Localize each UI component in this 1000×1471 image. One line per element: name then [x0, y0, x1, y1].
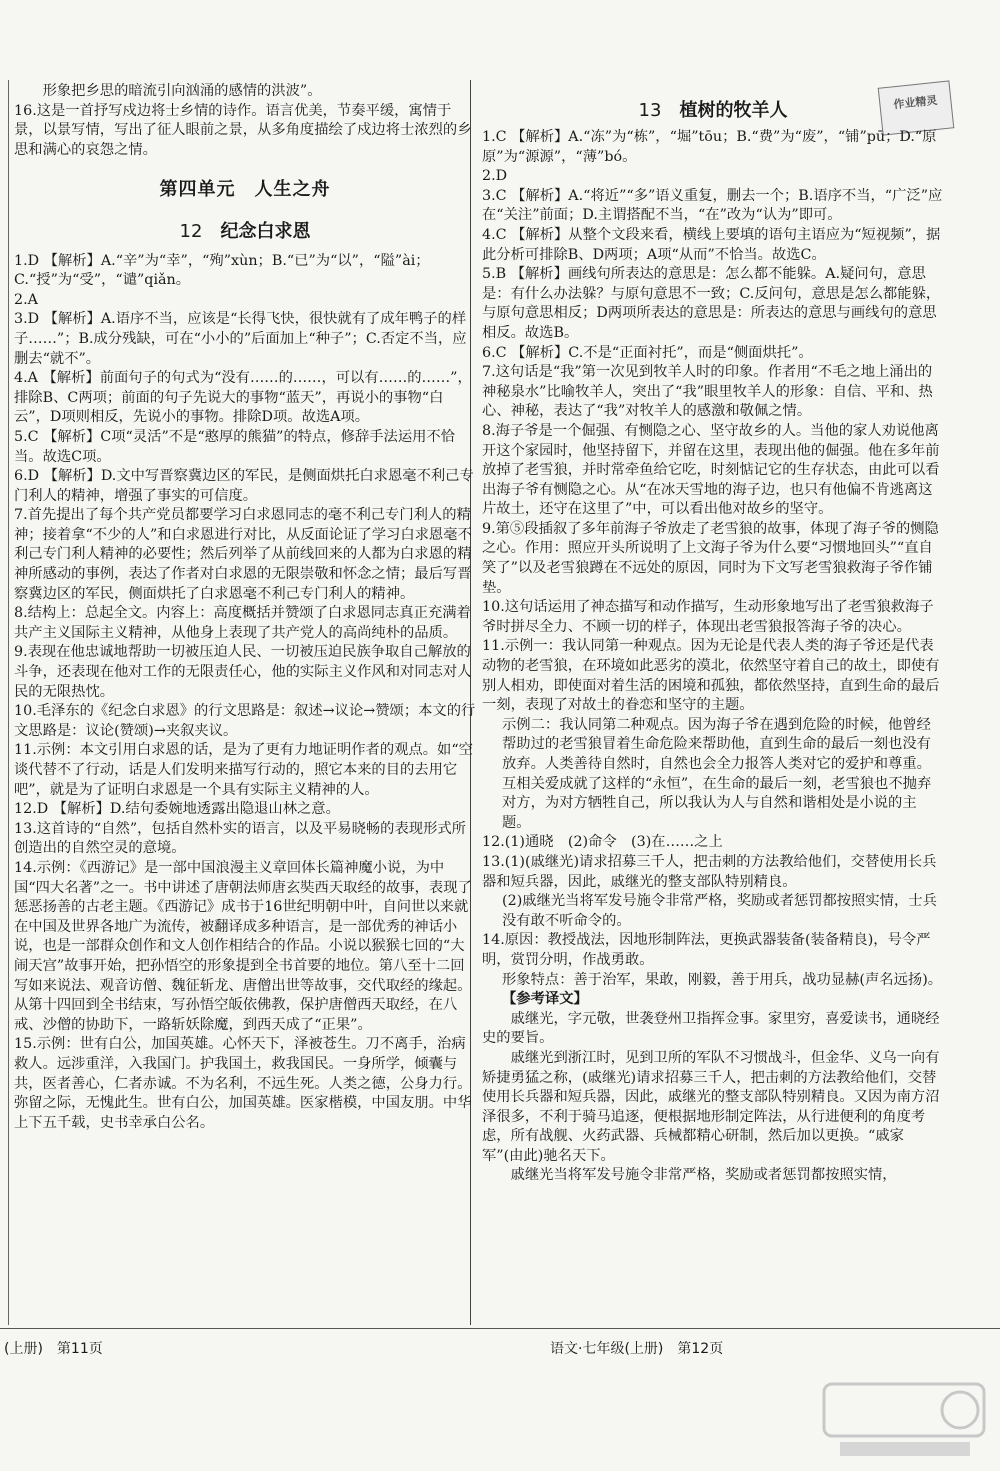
lesson-number: 12 — [179, 220, 203, 242]
reference-label: 【参考译文】 — [502, 991, 588, 1008]
lesson-number: 13 — [638, 100, 662, 121]
list-item: 4.C 【解析】从整个文段来看，横线上要填的语句主语应为“短视频”，据此分析可排除B、D两项；A项“从而”不恰当。故选C。 — [482, 226, 941, 263]
list-item: 5.C 【解析】C项“灵活”不是“憨厚的熊猫”的特点，修辞手法运用不恰当。故选C项。 — [14, 428, 456, 465]
footer-rule — [0, 1328, 1000, 1329]
list-item: 6.C 【解析】C.不是“正面衬托”，而是“侧面烘托”。 — [482, 344, 813, 361]
list-item: 14.示例：《西游记》是一部中国浪漫主义章回体长篇神魔小说，为中国“四大名著”之一。书中讲述了唐朝法师唐玄奘西天取经的故事，表现了惩恶扬善的古老主题。《西游记》成书于16世纪明朝中叶，自问世以来就在中国及世界各地广为流传，被翻译成多种语言，是一部优秀的神话小说，也是一部群众创作和文人创作相结合的作品。小说以猴猴七回的“大闹天宫”故事开始，把孙悟空的形象提到全书首要的地位。第八至十二回写如来说法、观音访僧、魏征斩龙、唐僧出世等故事，交代取经的缘起。从第十四回到全书结束，写孙悟空皈依佛教，保护唐僧西天取经，在八戒、沙僧的协助下，一路斩妖除魔，到西天成了“正果”。 — [14, 859, 472, 1033]
list-sub-item: 形象特点：善于治军，果敢，刚毅，善于用兵，战功显赫(声名远扬)。 — [502, 971, 943, 988]
left-column — [14, 82, 476, 1133]
list-item: 7.首先提出了每个共产党员都要学习白求恩同志的毫不利己专门利人的精神；接着拿“不少的人”和白求恩进行对比，从反面论证了学习白求恩毫不利己专门利人精神的必要性；然后列举了从前线回来的人都为白求恩的精神所感动的事例，表达了作者对白求恩的无限崇敬和怀念之情；最后写晋察冀边区的军民，侧面烘托了白求恩毫不利己专门利人的精神。 — [14, 507, 472, 602]
page-footer-right: 语文·七年级(上册) 第12页 — [550, 1341, 724, 1357]
list-item: 3.C 【解析】A.“将近”“多”语义重复，删去一个；B.语序不当，“广泛”应在“关注”前面；D.主谓搭配不当，“在”改为“认为”即可。 — [482, 187, 943, 224]
list-item: 7.这句话是“我”第一次见到牧羊人时的印象。作者用“不毛之地上涌出的神秘泉水”比喻牧羊人，突出了“我”眼里牧羊人的形象：自信、平和、热心、神秘，表达了“我”对牧羊人的感激和敬佩之情。 — [482, 364, 933, 420]
list-item: 13.(1)(戚继光)请求招募三千人，把击刺的方法教给他们，交替使用长兵器和短兵器，因此，戚继光的整支部队特别精良。 — [482, 853, 937, 890]
list-item: 11.示例：本文引用白求恩的话，是为了更有力地证明作者的观点。如“空谈代替不了行动，话是人们发明来描写行动的，照它本来的目的去用它吧”，就是为了证明白求恩是一个具有实际主义精神的人。 — [14, 742, 473, 798]
stamp-text: 作业精灵 — [892, 93, 938, 112]
list-item: 9.第⑤段插叙了多年前海子爷放走了老雪狼的故事，体现了海子爷的恻隐之心。作用：照应开头所说明了上文海子爷为什么要“习惯地回头”“直自笑了”以及老雪狼蹲在不远处的原因，同时为下文写老雪狼救海子爷作铺垫。 — [482, 520, 939, 596]
list-item: 12.D 【解析】D.结句委婉地透露出隐退山林之意。 — [14, 801, 340, 818]
list-item: 3.D 【解析】A.语序不当，应该是“长得飞快，很快就有了成年鸭子的样子……”；B.成分残缺，可在“小小的”后面加上“种子”；C.否定不当，应删去“就不”。 — [14, 311, 467, 367]
list-item: 4.A 【解析】前面句子的句式为“没有……的……，可以有……的……”，排除B、C两项；前面的句子先说大的事物“蓝天”，再说小的事物“白云”，D项则相反，先说小的事物。排除D项。故选A项。 — [14, 370, 472, 426]
list-item: 14.原因：教授战法，因地形制阵法，更换武器装备(装备精良)，号令严明，赏罚分明，作战勇敢。 — [482, 932, 931, 968]
lesson-name: 纪念白求恩 — [220, 220, 311, 242]
list-item: 15.示例：世有白公，加国英雄。心怀天下，泽被苍生。刀不离手，治病救人。远涉重洋，入我国门。护我国土，救我国民。一身所学，倾囊与共，医者善心，仁者赤诚。不为名利，不远生死。人类之德，公身力行。弥留之际，无愧此生。世有白公，加国英雄。医家楷模，中国友朋。中华上下五千载，史书幸承白公名。 — [14, 1036, 472, 1131]
list-item: 2.A — [14, 291, 38, 308]
page-footer-left: (上册) 第11页 — [4, 1341, 103, 1357]
list-item: 12.(1)通晓 (2)命令 (3)在……之上 — [482, 834, 723, 851]
list-item: 5.B 【解析】画线句所表达的意思是：怎么都不能躲。A.疑问句，意思是：有什么办法躲？与原句意思不一致；C.反问句，意思是怎么都能躲，与原句意思相反；D两项所表达的意思是：所表达的意思与画线句的意思相反。故选B。 — [482, 266, 941, 341]
translation-paragraph: 戚继光，字元敬，世袭登州卫指挥佥事。家里穷，喜爱读书，通晓经史的要旨。 — [482, 1010, 940, 1047]
list-item: 13.这首诗的“自然”，包括自然朴实的语言，以及平易晓畅的表现形式所创造出的自然空灵的意境。 — [14, 820, 466, 857]
left-margin-rule — [8, 80, 9, 1325]
list-sub-item: (2)戚继光当将军发号施令非常严格，奖励或者惩罚都按照实情，士兵没有敢不听命令的。 — [502, 893, 937, 929]
list-item: 10.这句话运用了神态描写和动作描写，生动形象地写出了老雪狼救海子爷时拼尽全力、不顾一切的样子，体现出老雪狼报答海子爷的决心。 — [482, 599, 934, 635]
list-item: 1.D 【解析】A.“辛”为“幸”，“殉”xùn；B.“已”为“以”，“隘”ài；C.“授”为“受”，“谴”qiǎn。 — [14, 252, 430, 289]
list-item: 1.C 【解析】A.“冻”为“栋”，“堀”tōu；B.“费”为“废”，“铺”pū；D.“原原”为“源源”，“薄”bó。 — [482, 129, 937, 165]
translation-paragraph: 戚继光到浙江时，见到卫所的军队不习惯战斗，但金华、义乌一向有矫捷勇猛之称，(戚继光)请求招募三千人，把击刺的方法教给他们，交替使用长兵器和短兵器，因此，戚继光的整支部队特别精良。又因为南方沼泽很多，不利于骑马追逐，便根据地形制定阵法，从行进便利的角度考虑，所有战舰、火药武器、兵械都精心研制，然后加以更换。“戚家军”(由此)驰名天下。 — [482, 1049, 940, 1164]
intro-line: 形象把乡思的暗流引向汹涌的感情的洪波”。 — [42, 83, 322, 99]
list-item: 2.D — [482, 168, 508, 185]
list-item: 8.海子爷是一个倔强、有恻隐之心、坚守故乡的人。当他的家人劝说他离开这个家园时，他坚持留下，并留在这里，表现出他的倔强。他在多年前放掉了老雪狼，并时常牵鱼给它吃，时刻惦记它的生存状态，由此可以看出海子爷有恻隐之心。从“在冰天雪地的海子边，也只有他偏不肯逃离这片故土，还守在这里了”中，可以看出他对故乡的坚守。 — [482, 422, 940, 518]
list-sub-item: 示例二：我认同第二种观点。因为海子爷在遇到危险的时候，他曾经帮助过的老雪狼冒着生命危险来帮助他，直到生命的最后一刻也没有放弃。人类善待自然时，自然也会全力报答人类对它的爱护和尊重。互相关爱成就了这样的“永恒”，在生命的最后一刻，老雪狼也不抛弃对方，为对方牺牲自己，所以我认为人与自然和谐相处是小说的主题。 — [502, 716, 932, 831]
unit-title: 第四单元 人生之舟 — [159, 179, 331, 201]
watermark-graphic — [820, 1380, 990, 1460]
list-item: 9.表现在他忠诚地帮助一切被压迫人民、一切被压迫民族争取自己解放的斗争，还表现在他对工作的无限责任心，他的实际主义作风和对同志对人民的无限热忱。 — [14, 644, 472, 700]
list-item: 10.毛泽东的《纪念白求恩》的行文思路是：叙述→议论→赞颂；本文的行文思路是：议论(赞颂)→夹叙夹议。 — [14, 703, 476, 739]
lesson-title — [482, 96, 944, 122]
lesson-title — [14, 222, 476, 242]
lesson-name: 植树的牧羊人 — [679, 100, 788, 121]
right-column — [482, 128, 944, 1186]
list-item: 6.D 【解析】D.文中写晋察冀边区的军民，是侧面烘托白求恩毫不利己专门利人的精神，增强了事实的可信度。 — [14, 468, 474, 504]
watermark-logo — [820, 1380, 990, 1460]
list-item: 11.示例一：我认同第一种观点。因为无论是代表人类的海子爷还是代表动物的老雪狼，在环境如此恶劣的漠北，依然坚守着自己的故土，即使有别人相劝，即使面对着生活的困境和孤独，都依然坚持，直到生命的最后一刻，表现了对故土的眷恋和坚守的主题。 — [482, 638, 940, 714]
list-item: 8.结构上：总起全文。内容上：高度概括并赞颂了白求恩同志真正充满着共产主义国际主义精神，从他身上表现了共产党人的高尚纯朴的品质。 — [14, 605, 471, 641]
list-item: 16.这是一首抒写戍边将士乡情的诗作。语言优美，节奏平缓，寓情于景，以景写情，写出了征人眼前之景，从多角度描绘了戍边将士浓烈的乡思和满心的哀怨之情。 — [14, 102, 472, 158]
translation-paragraph: 戚继光当将军发号施令非常严格，奖励或者惩罚都按照实情， — [510, 1167, 897, 1184]
